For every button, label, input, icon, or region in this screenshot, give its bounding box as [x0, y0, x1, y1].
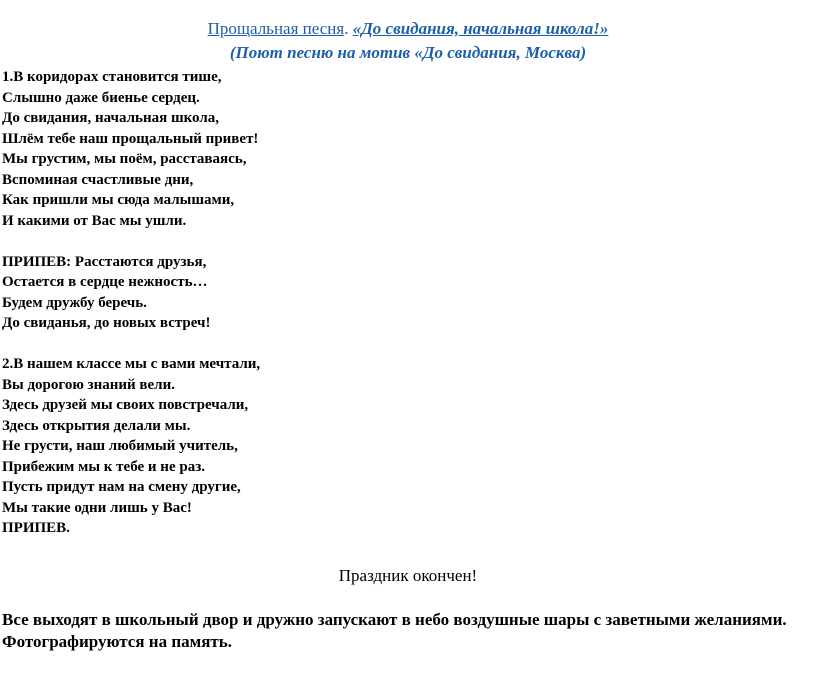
verse2-line: Здесь друзей мы своих повстречали, — [2, 397, 249, 413]
song-title-label: Прощальная песня — [207, 19, 345, 38]
lyrics-block — [2, 67, 260, 539]
song-title-separator: . — [344, 19, 353, 38]
finale-text: Праздник окончен! — [338, 566, 478, 585]
verse1-line: И какими от Вас мы ушли. — [2, 212, 187, 229]
verse1-line: До свидания, начальная школа, — [2, 110, 220, 126]
chorus-line: До свиданья, до новых встреч! — [2, 315, 211, 331]
verse2-line: 2.В нашем классе мы с вами мечтали, — [2, 356, 261, 372]
verse1-line: Как пришли мы сюда малышами, — [2, 192, 235, 208]
verse1-line: Слышно даже биенье сердец. — [2, 89, 200, 106]
verse2-line: Не грусти, наш любимый учитель, — [2, 438, 238, 454]
verse1-line: Мы грустим, мы поём, расставаясь, — [2, 151, 247, 167]
chorus-line: Будем дружбу беречь. — [2, 294, 147, 311]
chorus-reference: ПРИПЕВ. — [2, 520, 70, 536]
verse1-line: Вспоминая счастливые дни, — [2, 171, 194, 188]
verse2-line: Мы такие одни лишь у Вас! — [2, 499, 192, 516]
song-subtitle: (Поют песню на мотив «До свидания, Москва) — [229, 43, 587, 62]
stanza-gap — [2, 231, 260, 252]
song-title-name: «До свидания, начальная школа!» — [352, 19, 609, 38]
song-title — [0, 18, 816, 40]
chorus-line: ПРИПЕВ: Расстаются друзья, — [2, 253, 207, 270]
verse1-line: 1.В коридорах становится тише, — [2, 69, 222, 85]
verse2-line: Пусть придут нам на смену другие, — [2, 479, 241, 495]
verse2-line: Прибежим мы к тебе и не раз. — [2, 458, 205, 475]
stanza-gap — [2, 334, 260, 355]
verse2-line: Здесь открытия делали мы. — [2, 417, 191, 434]
verse1-line: Шлём тебе наш прощальный привет! — [2, 130, 259, 147]
chorus-line: Остается в сердце нежность… — [2, 274, 208, 290]
verse2-line: Вы дорогою знаний вели. — [2, 376, 175, 393]
closing-paragraph: Все выходят в школьный двор и дружно запускают в небо воздушные шары с заветными желаниями. Фотографируются на память. — [2, 610, 787, 651]
